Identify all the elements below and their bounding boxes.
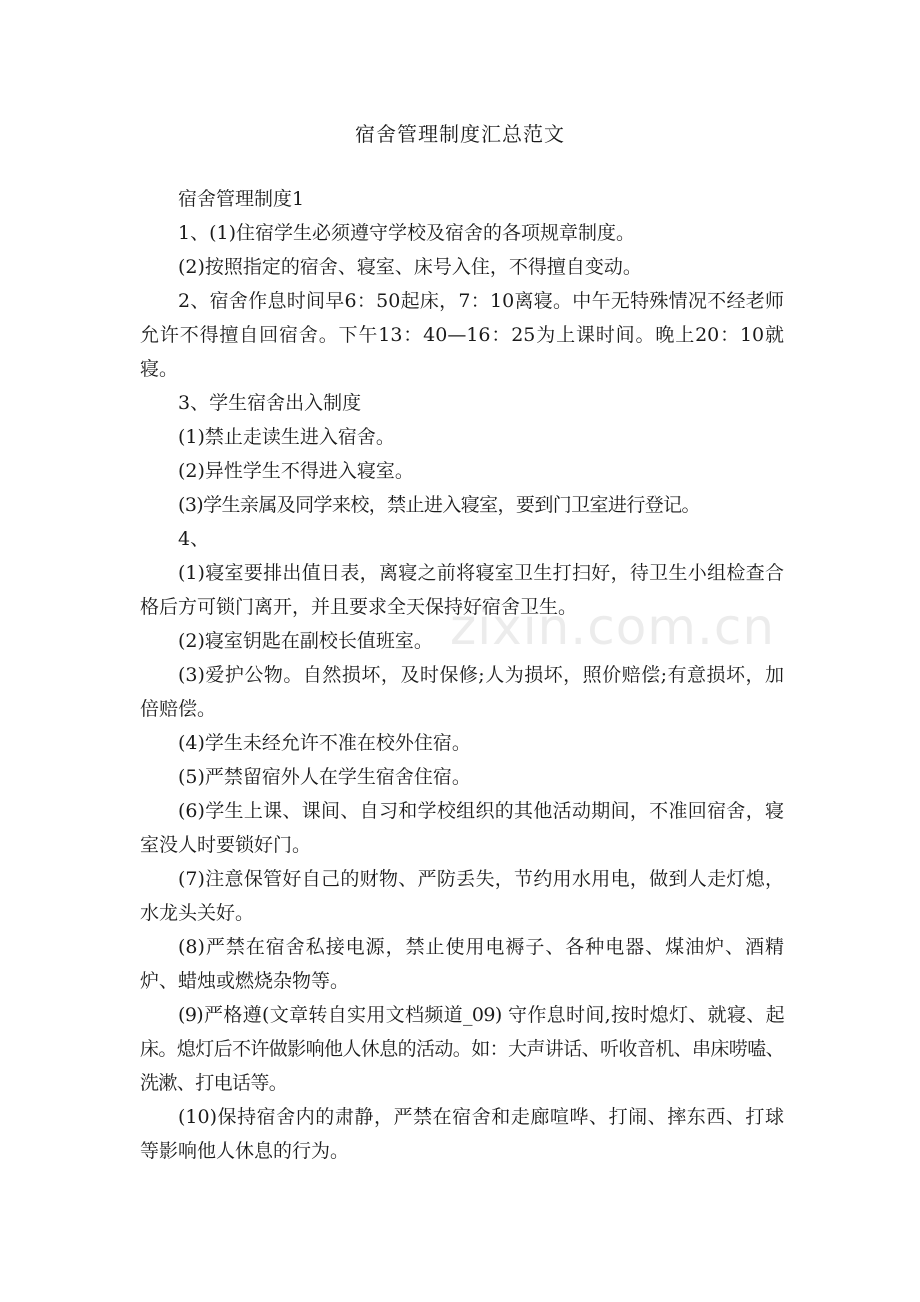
paragraph: 2、宿舍作息时间早6：50起床，7：10离寝。中午无特殊情况不经老师允许不得擅自回宿舍。下午13：40—16：25为上课时间。晚上20：10就寝。 bbox=[140, 290, 784, 380]
paragraph: (10)保持宿舍内的肃静，严禁在宿舍和走廊喧哗、打闹、摔东西、打球等影响他人休息的行为。 bbox=[140, 1106, 784, 1162]
document-title: 宿舍管理制度汇总范文 bbox=[355, 122, 565, 146]
paragraph: 3、学生宿舍出入制度 bbox=[178, 392, 362, 414]
paragraph: (2)按照指定的宿舍、寝室、床号入住，不得擅自变动。 bbox=[178, 256, 642, 278]
paragraph: (2)异性学生不得进入寝室。 bbox=[178, 460, 414, 482]
paragraph: (7)注意保管好自己的财物、严防丢失，节约用水用电，做到人走灯熄，水龙头关好。 bbox=[140, 868, 784, 924]
paragraph: 1、(1)住宿学生必须遵守学校及宿舍的各项规章制度。 bbox=[178, 222, 636, 244]
paragraph: 4、 bbox=[178, 528, 210, 550]
paragraph: (1)寝室要排出值日表，离寝之前将寝室卫生打扫好，待卫生小组检查合格后方可锁门离开，并且要求全天保持好宿舍卫生。 bbox=[140, 562, 784, 618]
paragraph: (6)学生上课、课间、自习和学校组织的其他活动期间，不准回宿舍，寝室没人时要锁好门。 bbox=[140, 800, 784, 856]
paragraph: (3)爱护公物。自然损坏，及时保修;人为损坏，照价赔偿;有意损坏，加倍赔偿。 bbox=[140, 664, 784, 720]
paragraph: (4)学生未经允许不准在校外住宿。 bbox=[178, 732, 471, 754]
paragraph: (8)严禁在宿舍私接电源，禁止使用电褥子、各种电器、煤油炉、酒精炉、蜡烛或燃烧杂物等。 bbox=[140, 936, 784, 992]
paragraph: (9)严格遵(文章转自实用文档频道_09) 守作息时间,按时熄灯、就寝、起床。熄灯后不许做影响他人休息的活动。如：大声讲话、听收音机、串床唠嗑、洗漱、打电话等。 bbox=[140, 1004, 785, 1094]
document-body bbox=[140, 182, 784, 1168]
paragraph: (5)严禁留宿外人在学生宿舍住宿。 bbox=[178, 766, 471, 788]
paragraph: (1)禁止走读生进入宿舍。 bbox=[178, 426, 395, 448]
paragraph: (2)寝室钥匙在副校长值班室。 bbox=[178, 630, 433, 652]
paragraph: (3)学生亲属及同学来校，禁止进入寝室，要到门卫室进行登记。 bbox=[178, 494, 700, 516]
watermark: zixin.com.cn bbox=[450, 598, 776, 656]
paragraph: 宿舍管理制度1 bbox=[178, 188, 305, 210]
